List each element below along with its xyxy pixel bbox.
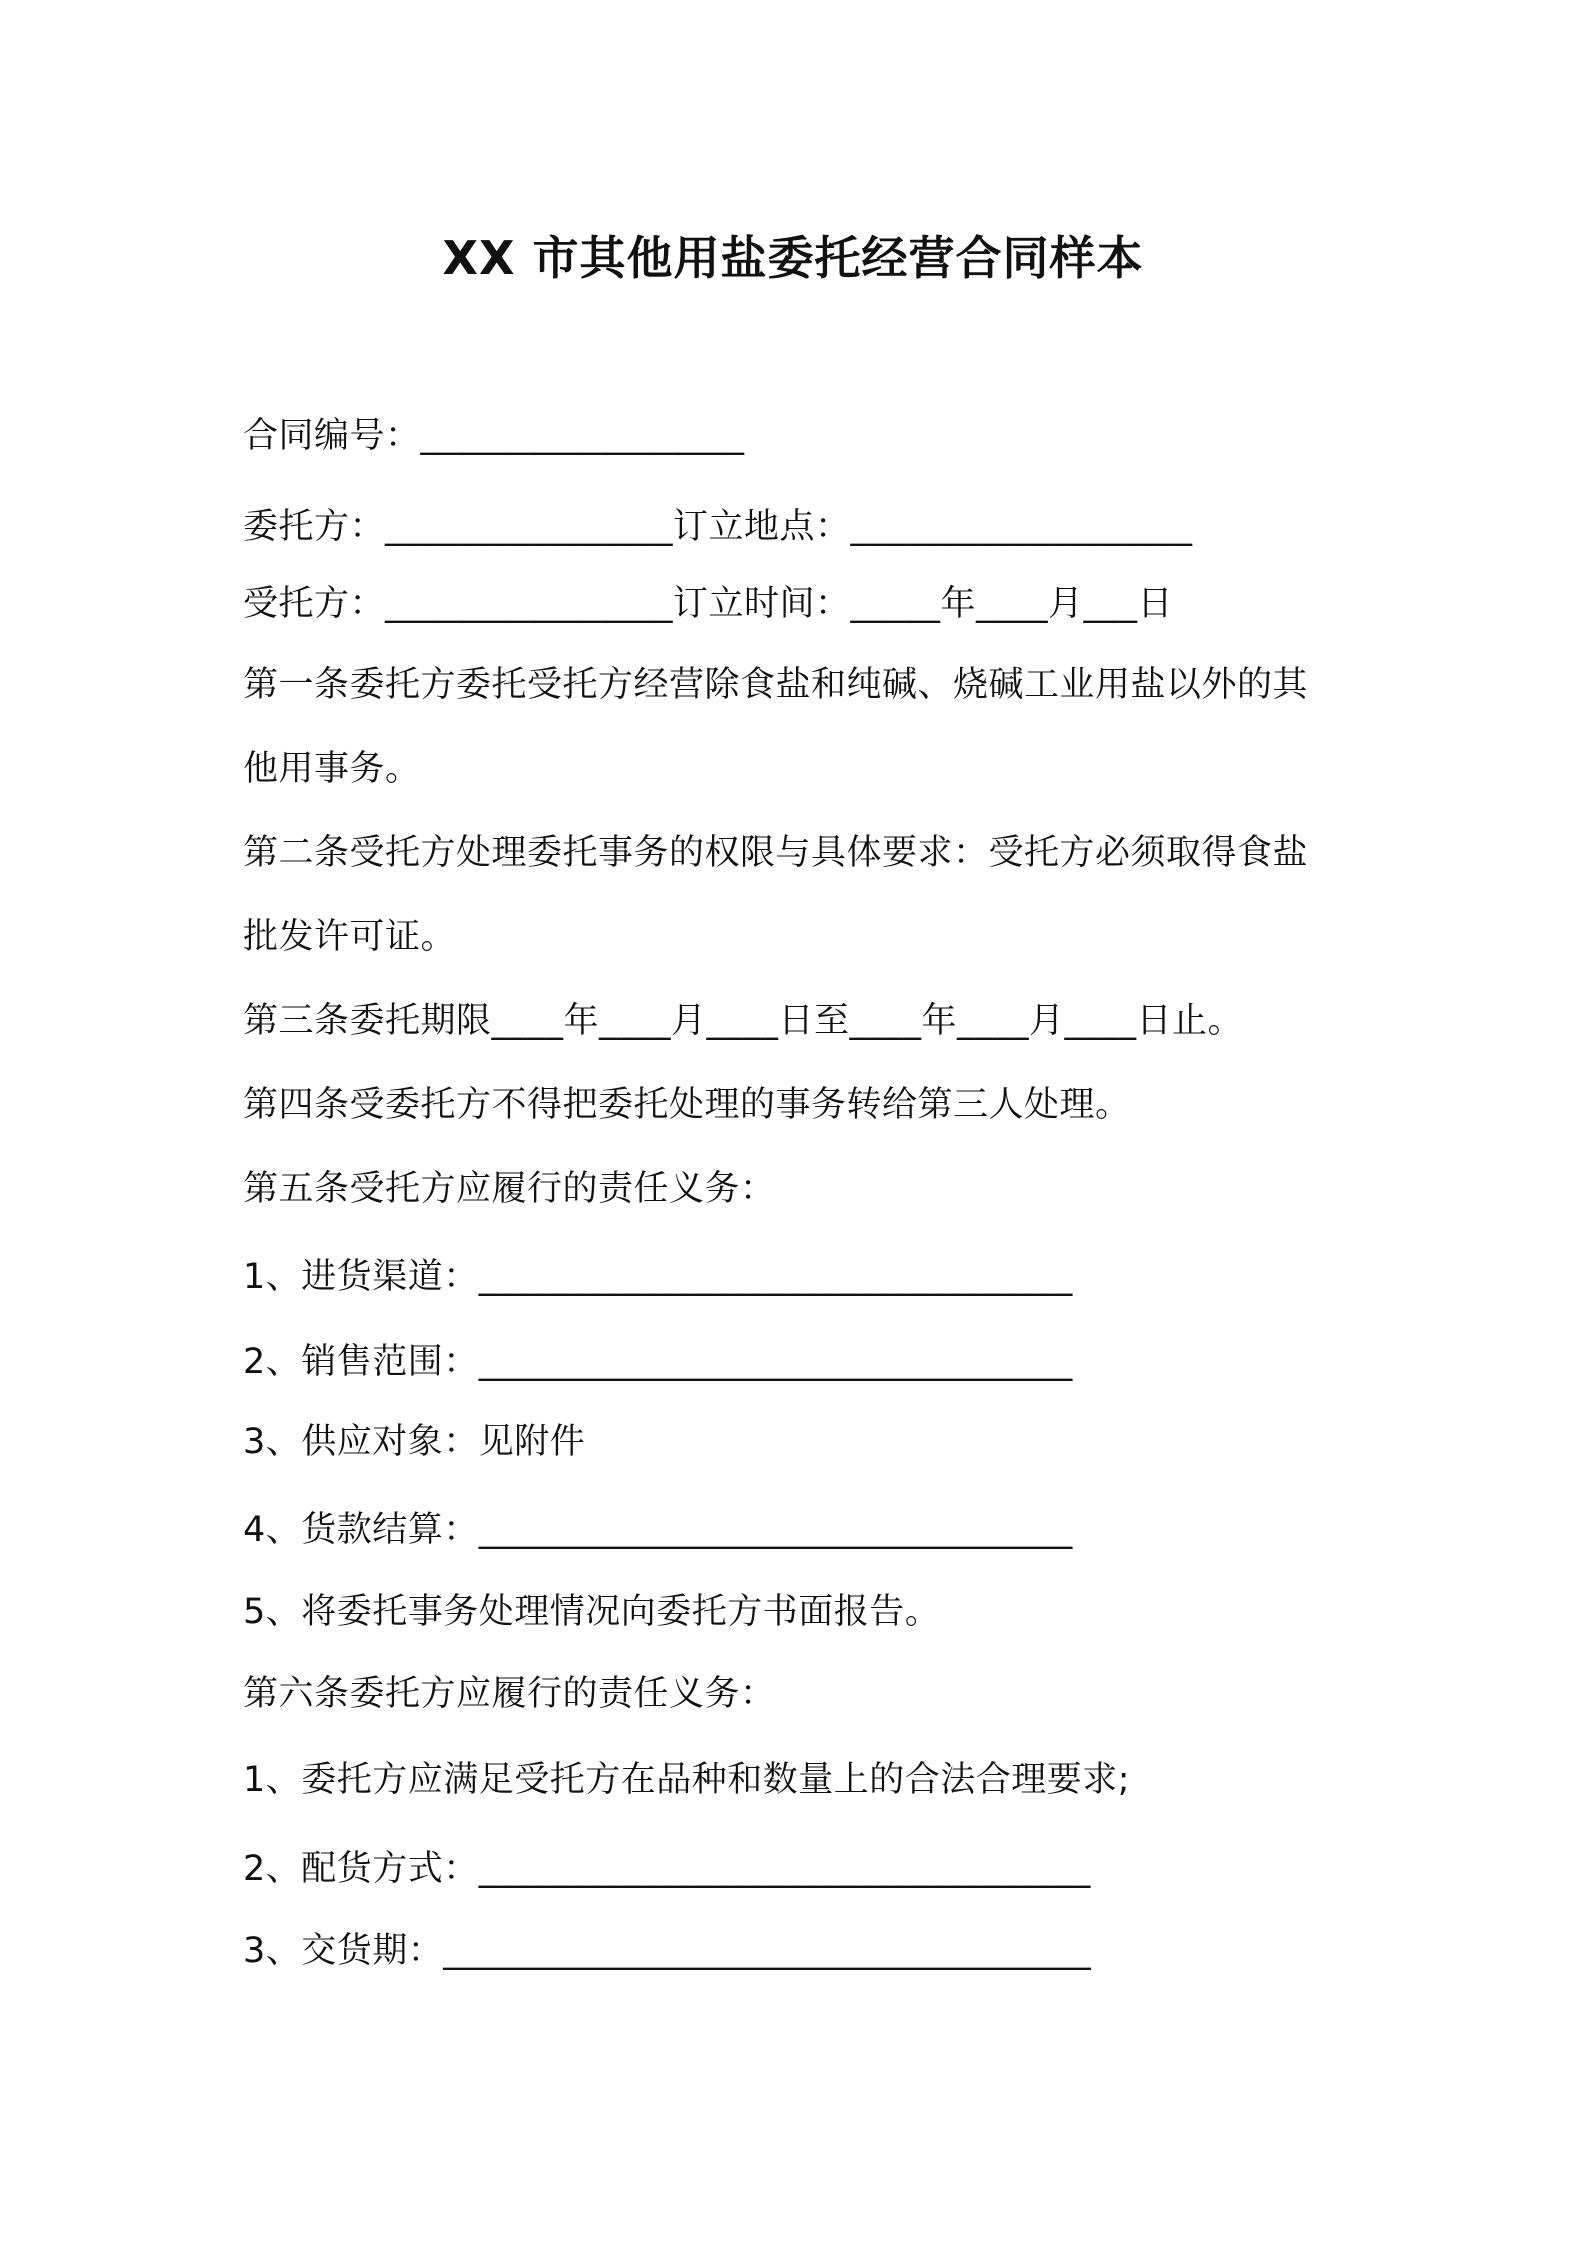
trustee-party-line: 受托方：________________订立时间：_____年____月___日: [243, 584, 1174, 624]
client-party-line: 委托方：________________订立地点：___________________: [243, 507, 1193, 547]
article-6-heading: 第六条委托方应履行的责任义务：: [243, 1674, 776, 1714]
article-4-line: 第四条受委托方不得把委托处理的事务转给第三人处理。: [243, 1085, 1131, 1125]
document-title: XX 市其他用盐委托经营合同样本: [442, 231, 1144, 285]
article-5-item-2: 2、销售范围：_________________________________: [243, 1342, 1073, 1382]
article-5-item-3: 3、供应对象：见附件: [243, 1422, 586, 1462]
contract-number-line: 合同编号：__________________: [243, 416, 745, 456]
article-3-line: 第三条委托期限____年____月____日至____年____月____日止。: [243, 1001, 1244, 1041]
article-5-heading: 第五条受托方应履行的责任义务：: [243, 1169, 776, 1209]
article-1-line-1: 第一条委托方委托受托方经营除食盐和纯碱、烧碱工业用盐以外的其: [243, 665, 1309, 705]
article-5-item-4: 4、货款结算：_________________________________: [243, 1510, 1073, 1550]
article-1-line-2: 他用事务。: [243, 749, 421, 789]
article-2-line-1: 第二条受托方处理委托事务的权限与具体要求：受托方必须取得食盐: [243, 833, 1309, 873]
article-5-item-5: 5、将委托事务处理情况向委托方书面报告。: [243, 1592, 941, 1632]
article-6-item-2: 2、配货方式：__________________________________: [243, 1849, 1091, 1889]
article-5-item-1: 1、进货渠道：_________________________________: [243, 1257, 1073, 1297]
article-6-item-1: 1、委托方应满足受托方在品种和数量上的合法合理要求;: [243, 1760, 1131, 1800]
article-2-line-2: 批发许可证。: [243, 917, 457, 957]
article-6-item-3: 3、交货期：____________________________________: [243, 1931, 1092, 1971]
